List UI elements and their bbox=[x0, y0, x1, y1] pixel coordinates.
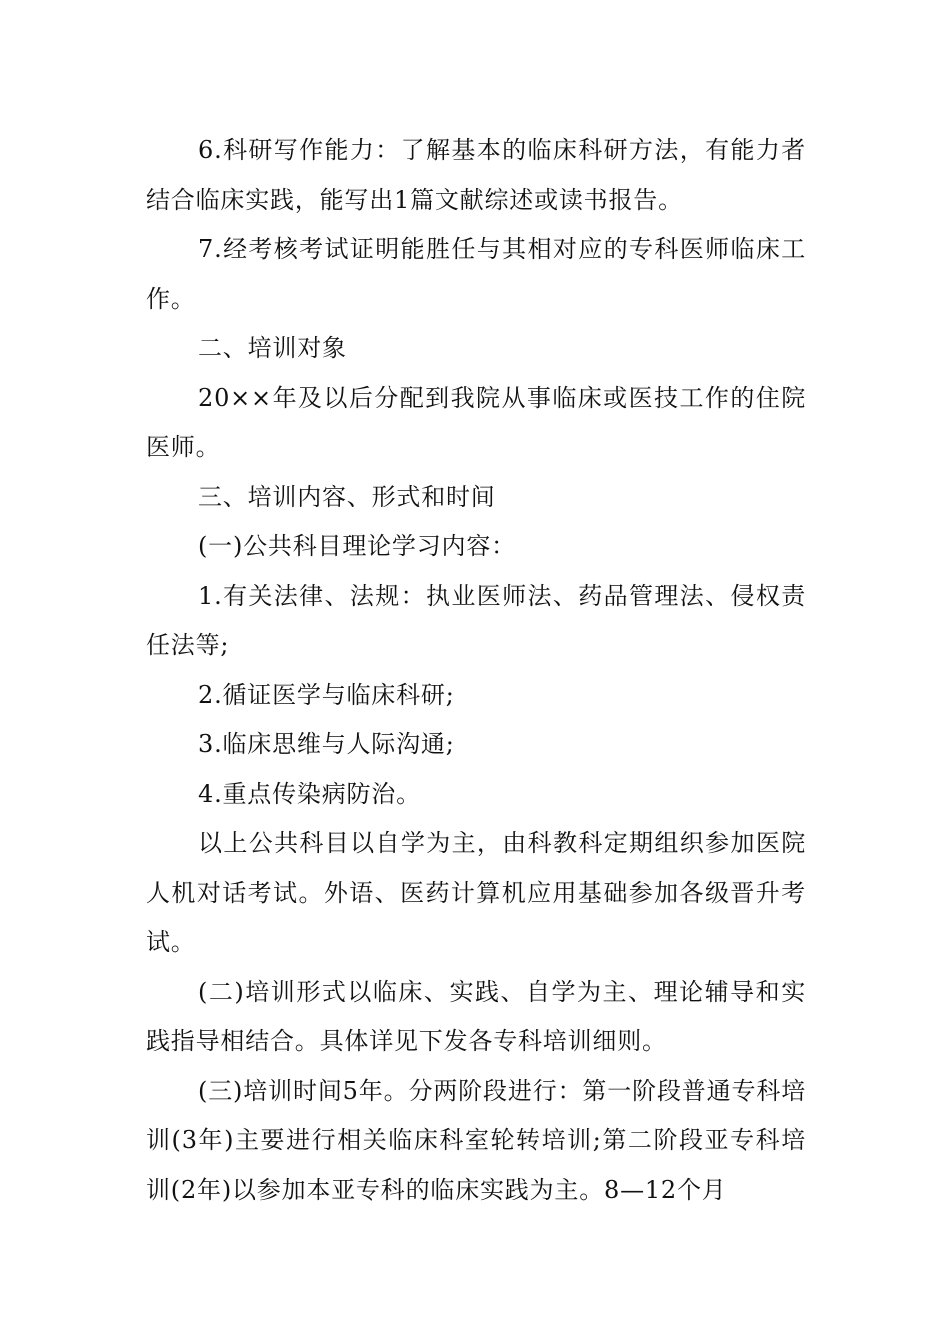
list-item-evidence-based: 2.循证医学与临床科研; bbox=[198, 680, 455, 709]
list-item-infectious-disease: 4.重点传染病防治。 bbox=[198, 779, 421, 808]
subheading-public-subjects: (一)公共科目理论学习内容： bbox=[198, 532, 516, 560]
section-heading-trainees: 二、培训对象 bbox=[198, 334, 347, 362]
list-item-clinical-thinking: 3.临床思维与人际沟通; bbox=[198, 730, 455, 758]
document-body bbox=[146, 126, 806, 1215]
section-heading-content-form-time: 三、培训内容、形式和时间 bbox=[198, 482, 496, 511]
paragraph-trainees: 20××年及以后分配到我院从事临床或医技工作的住院医师。 bbox=[146, 383, 806, 461]
paragraph-research-writing: 6.科研写作能力：了解基本的临床科研方法，有能力者结合临床实践，能写出1篇文献综述或读书报告。 bbox=[146, 136, 806, 214]
list-item-laws: 1.有关法律、法规：执业医师法、药品管理法、侵权责任法等; bbox=[146, 581, 806, 659]
paragraph-training-time: (三)培训时间5年。分两阶段进行：第一阶段普通专科培训(3年)主要进行相关临床科室轮转培训;第二阶段亚专科培训(2年)以参加本亚专科的临床实践为主。8—12个月 bbox=[146, 1076, 806, 1204]
paragraph-self-study: 以上公共科目以自学为主，由科教科定期组织参加医院人机对话考试。外语、医药计算机应用基础参加各级晋升考试。 bbox=[146, 829, 806, 956]
paragraph-training-form: (二)培训形式以临床、实践、自学为主、理论辅导和实践指导相结合。具体详见下发各专科培训细则。 bbox=[146, 977, 806, 1055]
paragraph-assessment: 7.经考核考试证明能胜任与其相对应的专科医师临床工作。 bbox=[146, 235, 806, 313]
